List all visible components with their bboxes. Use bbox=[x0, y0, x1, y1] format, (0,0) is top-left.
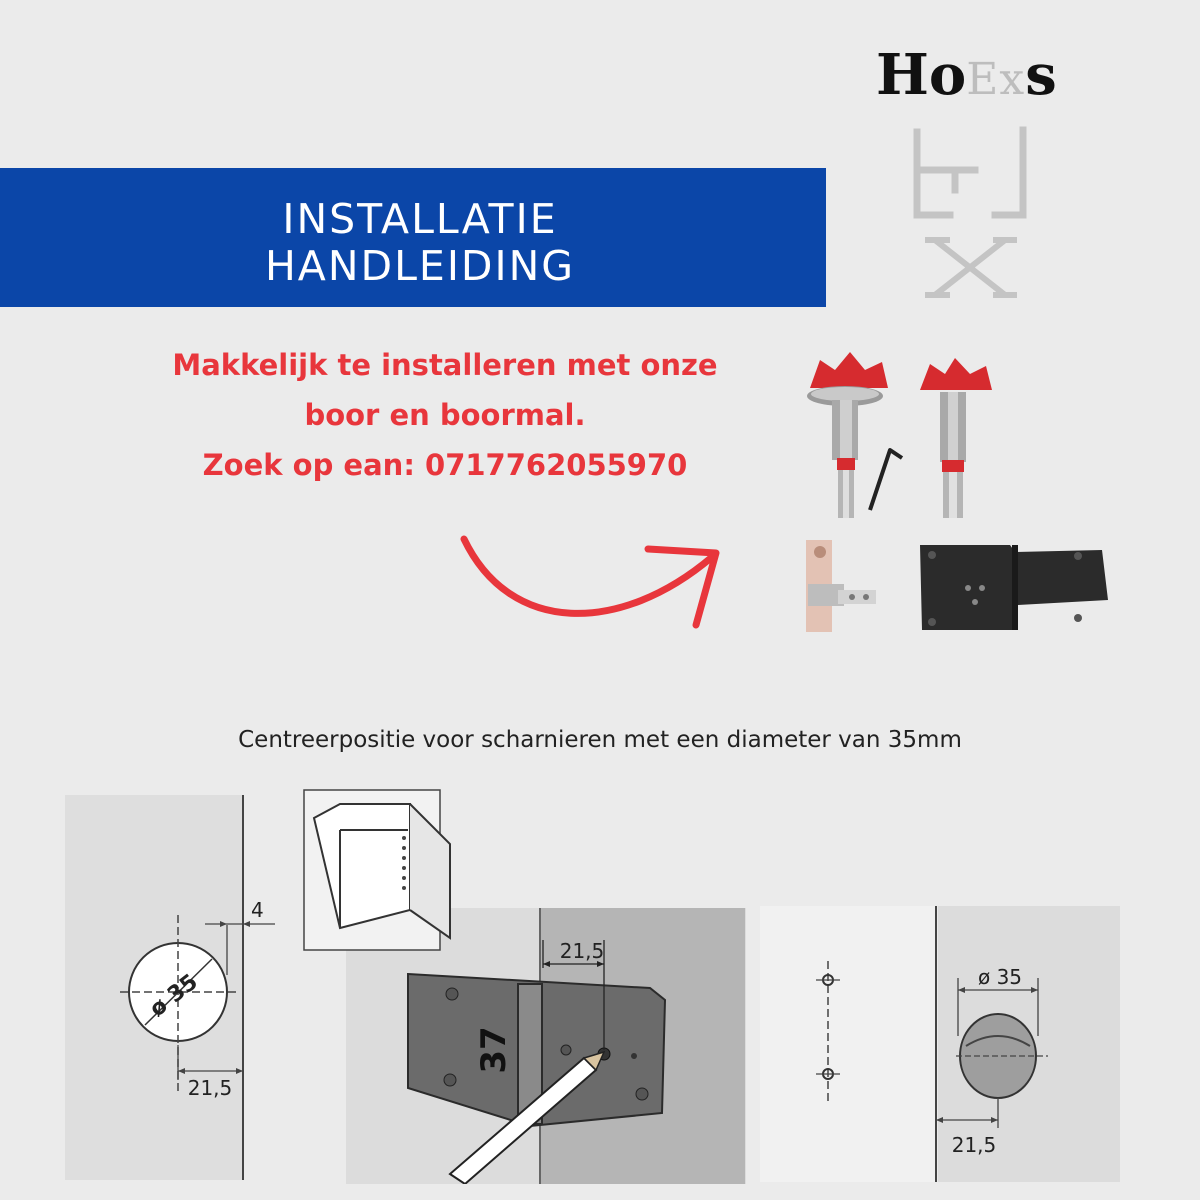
product-set bbox=[790, 340, 1120, 640]
promo-line-1: Makkelijk te installeren met onze bbox=[172, 348, 718, 382]
brand-logo bbox=[876, 40, 1076, 110]
diameter-label: ø 35 bbox=[145, 969, 203, 1023]
logo-mark-icon bbox=[905, 120, 1035, 305]
caption: Centreerpositie voor scharnieren met een diameter van 35mm bbox=[238, 727, 962, 753]
logo-part-1: Ho bbox=[876, 42, 967, 108]
hinge-template-diagram bbox=[300, 788, 748, 1184]
drill-template-icon bbox=[920, 545, 1108, 630]
curved-arrow-icon bbox=[450, 525, 740, 645]
banner-title: INSTALLATIE HANDLEIDING bbox=[264, 195, 576, 290]
template-label: 37 bbox=[474, 1026, 514, 1074]
hinge-cup-diagram bbox=[760, 906, 1120, 1182]
cabinet-icon bbox=[304, 790, 450, 950]
promo-line-ean: Zoek op ean: 0717762055970 bbox=[202, 448, 688, 482]
distance-label: 21,5 bbox=[187, 1076, 233, 1100]
distance-label: 21,5 bbox=[559, 939, 605, 963]
forstner-bit-icon bbox=[920, 358, 992, 518]
logo-part-3: s bbox=[1025, 42, 1057, 108]
distance-label: 21,5 bbox=[951, 1133, 997, 1157]
logo-part-2: Ex bbox=[966, 54, 1026, 105]
promo-line-2: boor en boormal. bbox=[304, 398, 586, 432]
hinge-icon bbox=[806, 540, 876, 632]
offset-label: 4 bbox=[251, 898, 264, 922]
hex-key-icon bbox=[870, 450, 902, 510]
diameter-label: ø 35 bbox=[977, 965, 1023, 989]
